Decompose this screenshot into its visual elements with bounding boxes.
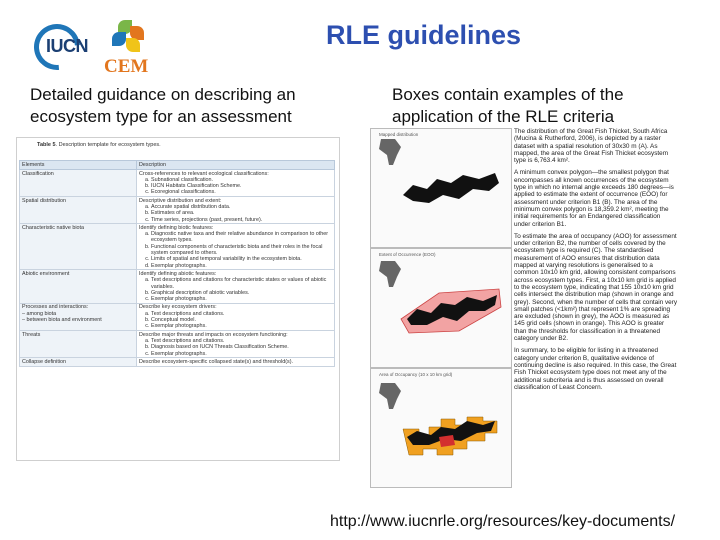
- distribution-shape: [399, 165, 503, 217]
- iucn-logo: [34, 20, 98, 76]
- element-cell: Characteristic native biota: [20, 224, 137, 270]
- table-row: [20, 303, 335, 330]
- table-row: [20, 358, 335, 366]
- description-item: a. Accurate spatial distribution data.: [151, 204, 332, 210]
- cem-logo: [104, 18, 152, 77]
- description-cell: [137, 170, 335, 197]
- table-row: [20, 170, 335, 197]
- description-cell: [137, 358, 335, 366]
- criteria-example-box: [370, 128, 678, 494]
- table-caption-text: . Description template for ecosystem types.: [55, 142, 161, 148]
- description-item: b. Functional components of characteristic biota and their roles in the focal system compared to others.: [151, 244, 332, 257]
- description-list: [139, 204, 332, 223]
- description-item: c. Exemplar photographs.: [151, 351, 332, 357]
- description-item: c. Exemplar photographs.: [151, 323, 332, 329]
- description-text: Describe major threats and impacts on ecosystem functioning:: [139, 331, 288, 338]
- example-paragraph: To estimate the area of occupancy (AOO) for assessment under criterion B2, the number of cells covered by the ecosystem type is required (C). The standardised measurement of AOO ensures that distribution data mapped at varying resolutions is generalised to a common 10x10 km grid, allowing consistent comparisons across ecosystem types. First, a 10x10 km grid is applied to the ecosystem type, indicating that 155 10x10 km grid cells intersect the distribution map (shown in orange and grey). Second, when the number of cells that contain very small patches (<1km²) that represent 1% are spreading are excluded (shown in grey), the AOO is measured as 145 grid cells (shown in orange). This AOO is greater than the thresholds for classification in a threatened category under B2.: [514, 232, 678, 343]
- description-cell: [137, 197, 335, 224]
- table-row: [20, 331, 335, 358]
- map-aoo: [370, 368, 512, 488]
- description-template-table: [16, 137, 340, 461]
- description-text: Descriptive distribution and extent:: [139, 197, 222, 204]
- description-cell: [137, 303, 335, 330]
- element-cell: Collapse definition: [20, 358, 137, 366]
- table-row: [20, 224, 335, 270]
- description-cell: [137, 331, 335, 358]
- description-cell: [137, 270, 335, 303]
- description-item: a. Diagnostic native taxa and their relative abundance in comparison to other ecosystem types.: [151, 231, 332, 244]
- description-item: a. Text descriptions and citations for characteristic states or values of abiotic variables.: [151, 277, 332, 290]
- cem-petal-icon: [112, 32, 126, 46]
- description-item: c. Exemplar photographs.: [151, 296, 332, 302]
- description-item: b. Graphical description of abiotic variables.: [151, 290, 332, 296]
- element-cell: Abiotic environment: [20, 270, 137, 303]
- example-paragraph: In summary, to be eligible for listing in a threatened category under criterion B, qualitative evidence of continuing decline is also required. In this case, the Great Fish Thicket ecosystem type does not meet any of the additional subcriteria and is thus assessed on overall classification of Least Concern.: [514, 347, 677, 391]
- description-item: d. Exemplar photographs.: [151, 263, 332, 269]
- template-table: [19, 160, 335, 367]
- description-item: c. Limits of spatial and temporal variability in the ecosystem biota.: [151, 256, 332, 262]
- header-elements: Elements: [20, 161, 137, 170]
- description-item: b. Estimates of area.: [151, 210, 332, 216]
- example-text: [514, 128, 678, 396]
- description-list: [139, 177, 332, 196]
- example-paragraph: A minimum convex polygon—the smallest polygon that encompasses all known occurrences of the ecosystem type in which no internal angle exceeds 180 degrees—is applied to estimate the extent of occurrence (EOO) for assessment under criterion B1 (B). The area of the minimum convex polygon is 18,359.2 km², meeting the initial requirements for an Endangered classification under criterion B1.: [514, 169, 674, 228]
- description-item: c. Time series, projections (past, present, future).: [151, 217, 332, 223]
- map-legend: Mapped distribution: [379, 132, 419, 137]
- description-text: Identify defining abiotic features:: [139, 270, 217, 277]
- table-row: [20, 197, 335, 224]
- iucn-logo-text: IUCN: [46, 36, 88, 56]
- description-item: a. Subnational classification.: [151, 177, 332, 183]
- element-cell: Threats: [20, 331, 137, 358]
- element-cell: Processes and interactions: – among biota – between biota and environment: [20, 303, 137, 330]
- description-item: a. Text descriptions and citations.: [151, 311, 332, 317]
- description-list: [139, 277, 332, 302]
- description-list: [139, 338, 332, 357]
- cem-logo-text: CEM: [104, 56, 149, 77]
- description-item: b. Conceptual model.: [151, 317, 332, 323]
- description-cell: [137, 224, 335, 270]
- source-url[interactable]: http://www.iucnrle.org/resources/key-documents/: [330, 513, 676, 530]
- element-cell: Spatial distribution: [20, 197, 137, 224]
- slide-title: RLE guidelines: [326, 20, 522, 50]
- description-list: [139, 231, 332, 269]
- map-legend: Extent of Occurrence (EOO): [379, 252, 436, 257]
- table-caption: [37, 142, 161, 148]
- description-text: Cross-references to relevant ecological classifications:: [139, 170, 269, 177]
- map-distribution: [370, 128, 512, 248]
- eoo-polygon: [399, 285, 503, 337]
- description-text: Describe key ecosystem drivers:: [139, 304, 217, 311]
- description-item: b. Diagnosis based on IUCN Threats Classification Scheme.: [151, 344, 332, 350]
- map-eoo: [370, 248, 512, 368]
- element-cell: Classification: [20, 170, 137, 197]
- cem-petal-icon: [126, 38, 140, 52]
- description-item: b. IUCN Habitats Classification Scheme.: [151, 183, 332, 189]
- table-caption-label: Table 5: [37, 142, 56, 148]
- right-heading: Boxes contain examples of the application of the RLE criteria: [392, 85, 624, 126]
- description-list: [139, 311, 332, 330]
- africa-inset-icon: [377, 137, 403, 167]
- header-description: Description: [137, 161, 335, 170]
- left-heading: Detailed guidance on describing an ecosystem type for an assessment: [30, 85, 296, 126]
- example-paragraph: The distribution of the Great Fish Thicket, South Africa (Mucina & Rutherford, 2006), is depicted by a raster dataset with a spatial resolution of 30x30 m (A). As mapped, the area of the Great Fish Thicket ecosystem type is 6,763.4 km².: [514, 128, 669, 165]
- description-text: Identify defining biotic features:: [139, 224, 214, 231]
- description-text: Describe ecosystem-specific collapsed state(s) and threshold(s).: [139, 358, 293, 365]
- aoo-grid: [399, 405, 503, 457]
- map-legend: Area of Occupancy (10 x 10 km grid): [379, 372, 453, 377]
- description-item: a. Text descriptions and citations.: [151, 338, 332, 344]
- table-row: [20, 270, 335, 303]
- description-item: c. Ecoregional classifications.: [151, 189, 332, 195]
